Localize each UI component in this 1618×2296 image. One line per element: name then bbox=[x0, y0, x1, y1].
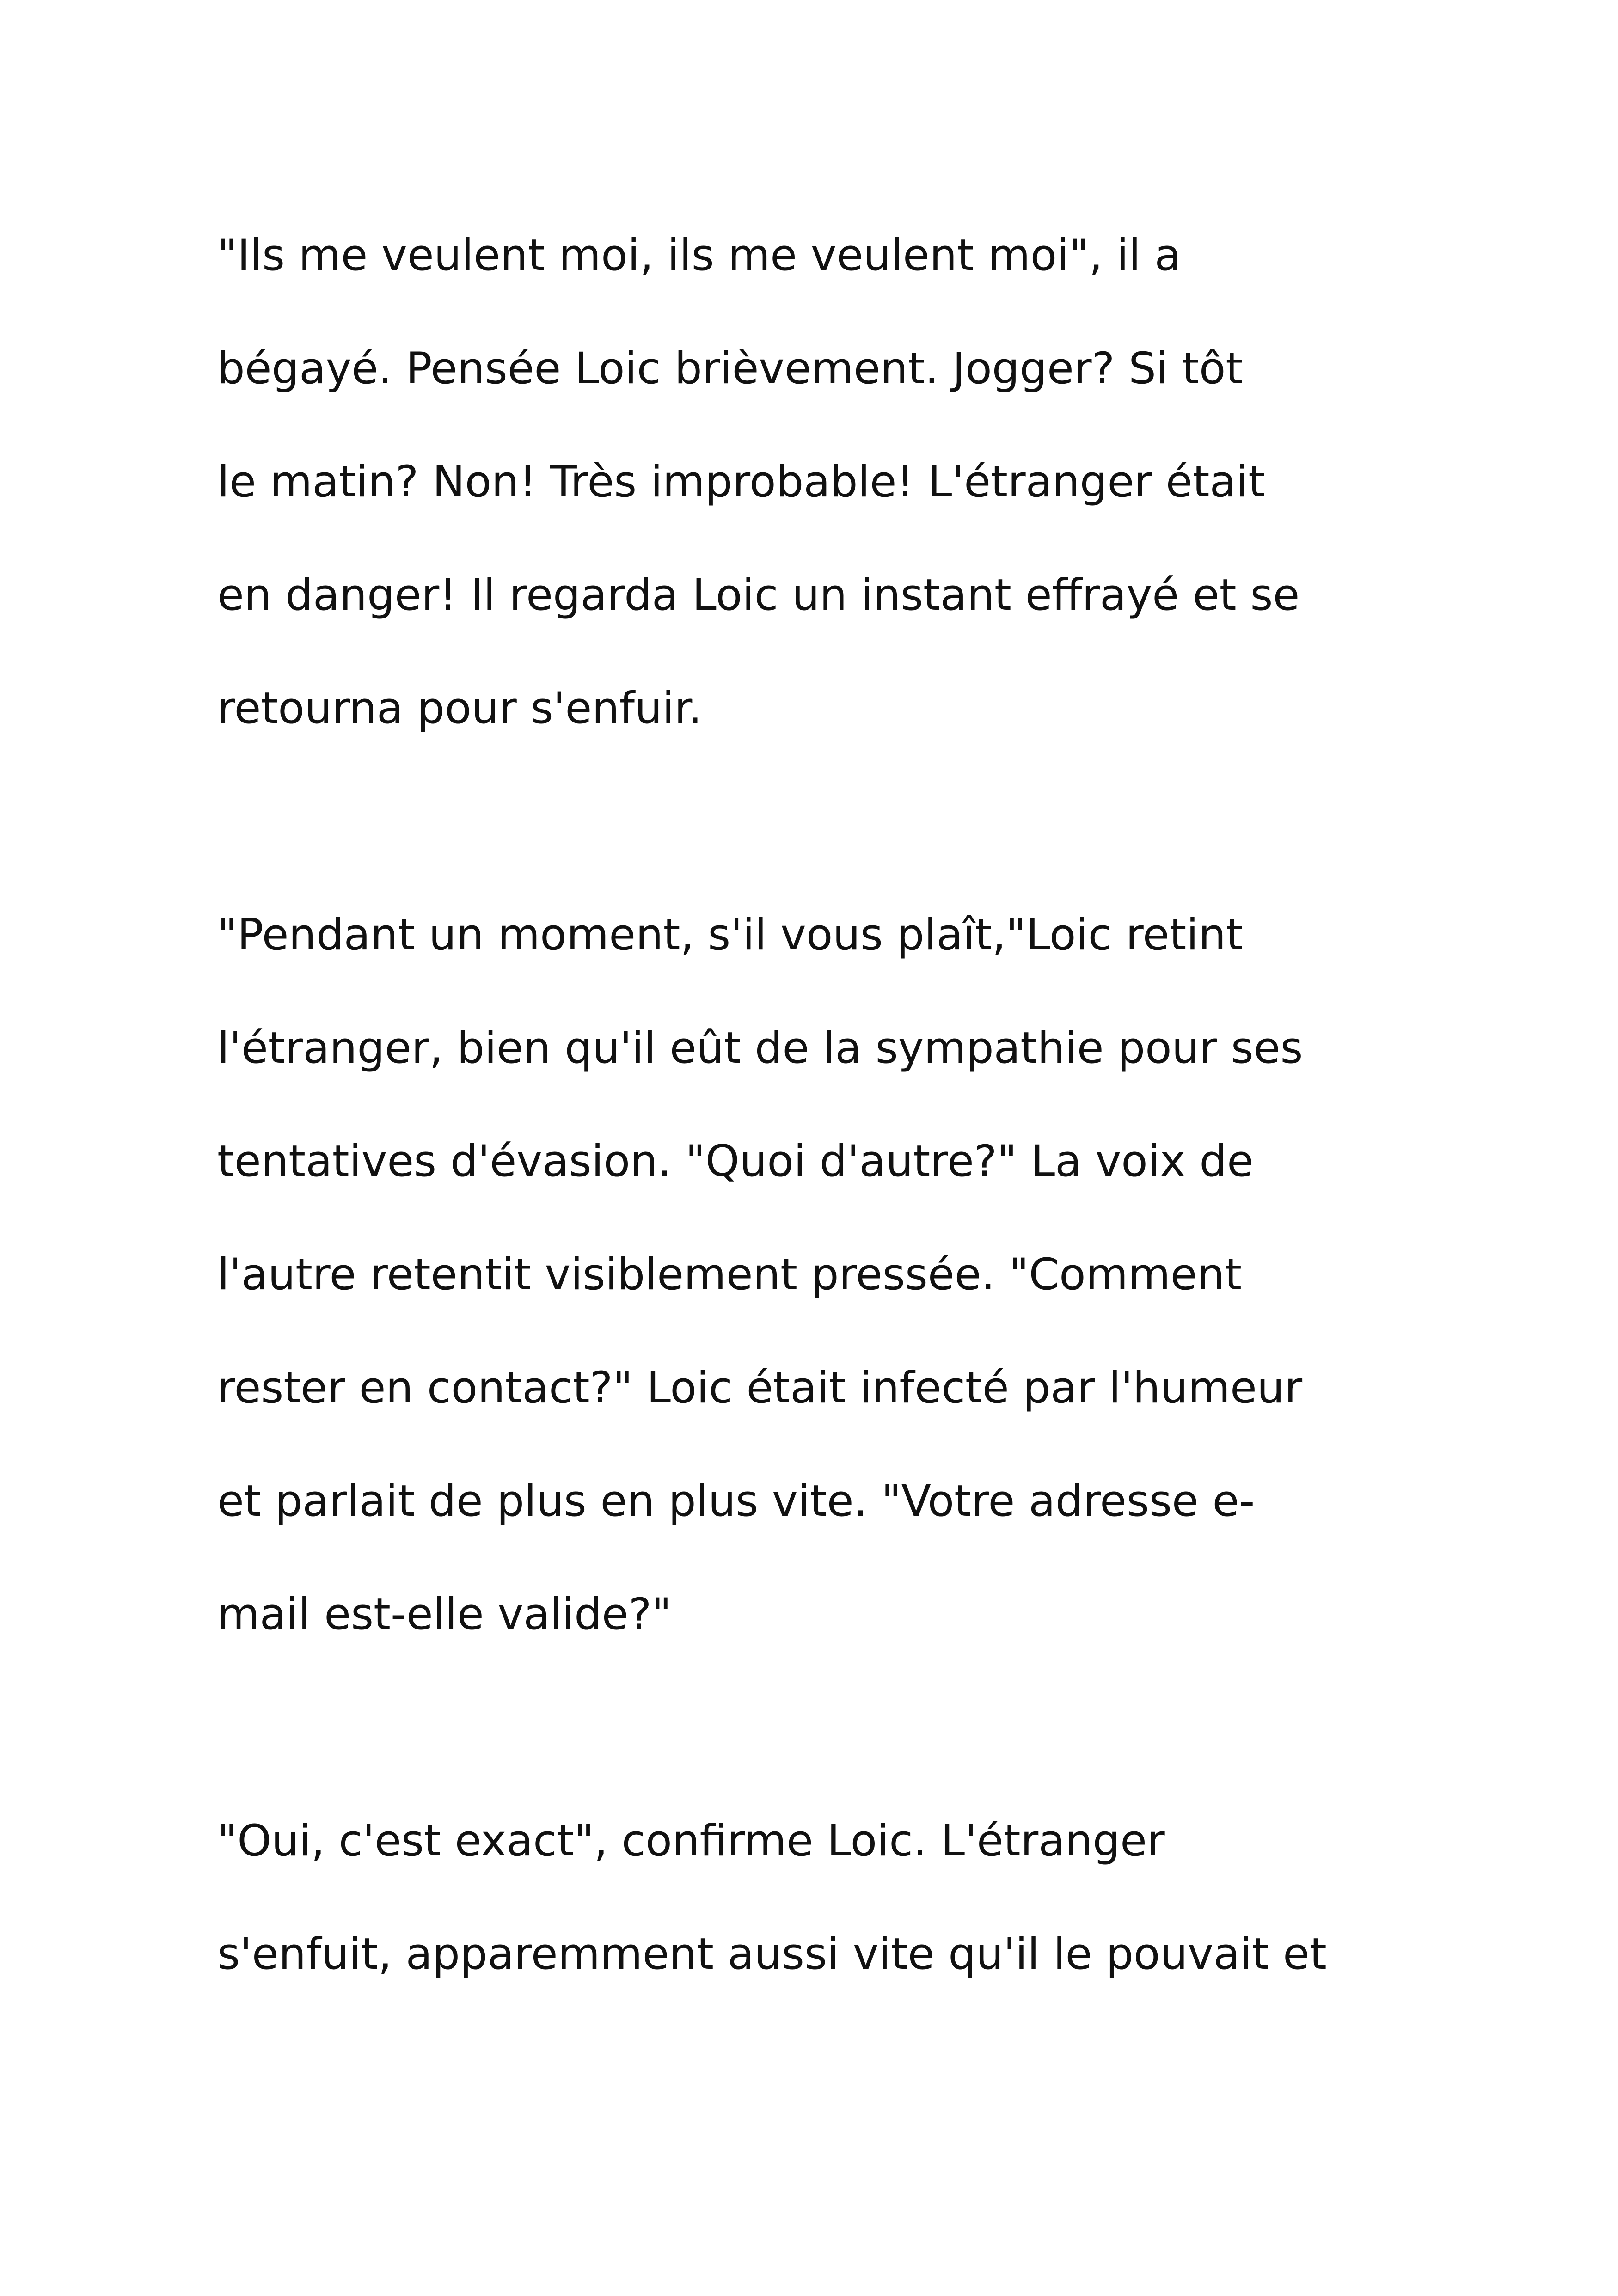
text-line: rester en contact?" Loic était infecté par l'humeur bbox=[217, 1363, 1303, 1413]
text-line: "Oui, c'est exact", confirme Loic. L'étranger bbox=[217, 1816, 1165, 1866]
text-line: en danger! Il regarda Loic un instant effrayé et se bbox=[217, 570, 1300, 620]
paragraph bbox=[217, 1784, 1558, 2011]
text-line: et parlait de plus en plus vite. "Votre adresse e- bbox=[217, 1476, 1255, 1526]
body-text bbox=[217, 199, 1558, 2011]
text-line: "Pendant un moment, s'il vous plaît,"Loic retint bbox=[217, 910, 1243, 960]
paragraph-spacer bbox=[217, 765, 1558, 878]
text-line: mail est-elle valide?" bbox=[217, 1589, 672, 1640]
text-line: retourna pour s'enfuir. bbox=[217, 683, 702, 734]
text-line: s'enfuit, apparemment aussi vite qu'il le pouvait et bbox=[217, 1929, 1327, 1979]
paragraph bbox=[217, 878, 1558, 1671]
paragraph bbox=[217, 199, 1558, 765]
text-line: "Ils me veulent moi, ils me veulent moi", il a bbox=[217, 230, 1182, 281]
paragraph-spacer bbox=[217, 1671, 1558, 1784]
text-line: l'autre retentit visiblement pressée. "Comment bbox=[217, 1249, 1242, 1300]
text-line: bégayé. Pensée Loic brièvement. Jogger? Si tôt bbox=[217, 343, 1243, 394]
text-line: l'étranger, bien qu'il eût de la sympathie pour ses bbox=[217, 1023, 1303, 1073]
text-line: tentatives d'évasion. "Quoi d'autre?" La voix de bbox=[217, 1136, 1254, 1187]
text-line: le matin? Non! Très improbable! L'étranger était bbox=[217, 457, 1266, 507]
